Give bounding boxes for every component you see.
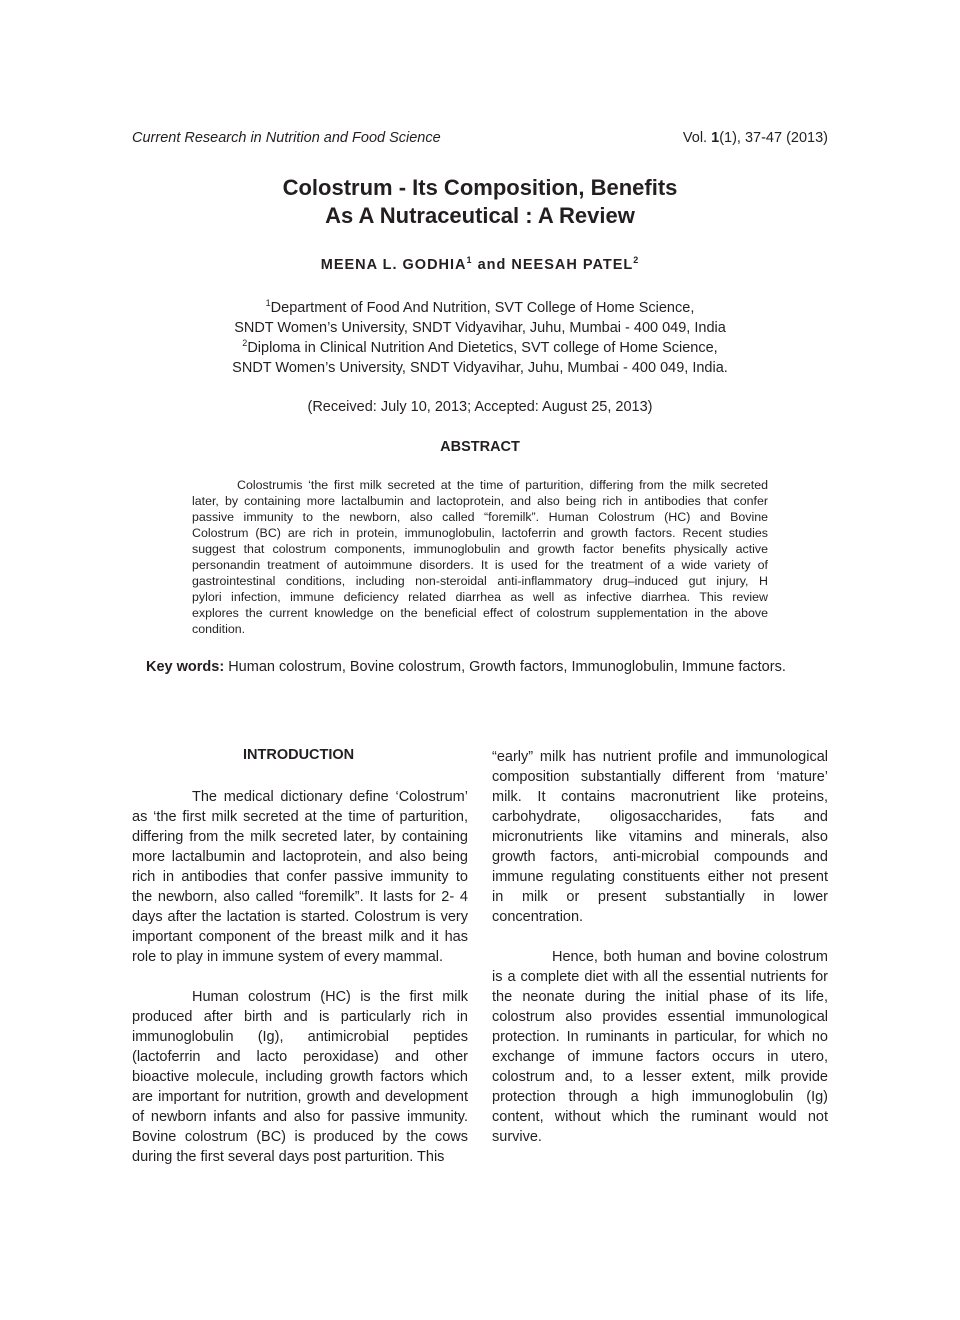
text-line: immune regulating constituents either not present bbox=[492, 869, 828, 885]
paragraph-gap bbox=[132, 967, 468, 987]
text-line: Hence, both human and bovine colostrum bbox=[552, 949, 828, 965]
author-2-sup: 2 bbox=[633, 255, 640, 265]
text-line: important component of the breast milk and it has bbox=[132, 929, 468, 945]
vol-number: 1 bbox=[711, 130, 720, 146]
title-line: Colostrum - Its Composition, Benefits bbox=[282, 175, 678, 200]
text-line: explores the current knowledge on the beneficial effect of colostrum supplementation in the above bbox=[192, 606, 768, 620]
received-dates: (Received: July 10, 2013; Accepted: August 25, 2013) bbox=[307, 399, 653, 415]
text-line: micronutrients like vitamins and minerals, also bbox=[492, 829, 828, 845]
text-line: role to play in immune system of every mammal. bbox=[132, 949, 444, 965]
text-line: growth factors, anti-microbial compounds and bbox=[492, 849, 828, 865]
vol-prefix: Vol. bbox=[682, 130, 712, 146]
affiliation-line bbox=[0, 298, 960, 318]
text-line: later, by containing more lactalbumin and lactoprotein, and also being rich in antibodies that confer bbox=[192, 494, 768, 508]
volume-info bbox=[683, 130, 828, 146]
affiliation-line bbox=[0, 318, 960, 338]
text-line: Human colostrum (HC) is the first milk bbox=[192, 989, 468, 1005]
left-column bbox=[132, 787, 468, 1167]
text-line: Colostrumis ‘the first milk secreted at the time of parturition, differing from the milk secreted bbox=[237, 478, 768, 492]
text-line: as ‘the first milk secreted at the time of parturition, bbox=[132, 809, 468, 825]
text-line: content, without which the ruminant would not bbox=[492, 1109, 828, 1125]
text-line: colostrum also provides essential immunological bbox=[492, 1009, 828, 1025]
paragraph bbox=[492, 747, 828, 927]
text-line: colostrum and, to a lesser extent, milk provide bbox=[492, 1069, 828, 1085]
text-line: differing from the milk secreted later, by containing bbox=[132, 829, 468, 845]
affil-text: SNDT Women’s University, SNDT Vidyavihar, Juhu, Mumbai - 400 049, India. bbox=[232, 360, 728, 376]
introduction-heading: INTRODUCTION bbox=[243, 747, 355, 763]
affiliation-line bbox=[0, 338, 960, 358]
journal-name: Current Research in Nutrition and Food Science bbox=[132, 130, 441, 146]
text-line: protection. In ruminants in particular, for which no bbox=[492, 1029, 828, 1045]
paragraph bbox=[132, 787, 468, 967]
text-line: of newborn infants and also for passive immunity. bbox=[132, 1109, 468, 1125]
abstract-heading: ABSTRACT bbox=[440, 439, 520, 455]
paragraph-gap bbox=[492, 927, 828, 947]
text-line: exchange of immune factors occurs in utero, bbox=[492, 1049, 828, 1065]
text-line: carbohydrate, oligosaccharides, fats and bbox=[492, 809, 828, 825]
text-line: personandin treatment of autoimmune disorders. It is used for the treatment of a wide variety of bbox=[192, 558, 768, 572]
author-2: NEESAH PATEL bbox=[511, 257, 634, 273]
text-line: The medical dictionary define ‘Colostrum’ bbox=[192, 789, 468, 805]
abstract-body bbox=[192, 477, 768, 637]
text-line: protection through a high immunoglobulin (Ig) bbox=[492, 1089, 828, 1105]
text-line: produced after birth and is particularly rich in bbox=[132, 1009, 468, 1025]
affil-sup: 1 bbox=[265, 298, 271, 308]
text-line: rich in antibodies that confer passive immunity to bbox=[132, 869, 468, 885]
text-line: is a complete diet with all the essential nutrients for bbox=[492, 969, 828, 985]
text-line: more lactalbumin and lactoprotein, and also being bbox=[132, 849, 468, 865]
author-1-sup: 1 bbox=[466, 255, 473, 265]
affil-text: Department of Food And Nutrition, SVT College of Home Science, bbox=[270, 300, 695, 316]
authors bbox=[0, 257, 960, 273]
text-line: milk. It contains macronutrient like proteins, bbox=[492, 789, 828, 805]
text-line: “early” milk has nutrient profile and immunological bbox=[492, 749, 828, 765]
text-line: gastrointestinal conditions, including non-steroidal anti-inflammatory drug–induced gut injury, H bbox=[192, 574, 768, 588]
authors-and: and bbox=[472, 257, 512, 273]
text-line: (lactoferrin and lacto peroxidase) and other bbox=[132, 1049, 468, 1065]
text-line: immunoglobulin (Ig), antimicrobial peptides bbox=[132, 1029, 468, 1045]
paragraph bbox=[492, 947, 828, 1147]
text-line: bioactive molecule, including growth factors which bbox=[132, 1069, 468, 1085]
text-line: survive. bbox=[492, 1129, 542, 1145]
text-line: Colostrum (BC) are rich in protein, immunoglobulin, lactoferrin and growth factors. Recent studies bbox=[192, 526, 768, 540]
text-line: the neonate during the initial phase of its life, bbox=[492, 989, 828, 1005]
keywords bbox=[146, 659, 786, 675]
right-column bbox=[492, 747, 828, 1147]
text-line: condition. bbox=[192, 622, 246, 636]
keywords-text: Human colostrum, Bovine colostrum, Growth factors, Immunoglobulin, Immune factors. bbox=[224, 659, 786, 675]
text-line: days after the lactation is started. Colostrum is very bbox=[132, 909, 468, 925]
affiliation-line bbox=[0, 358, 960, 378]
text-line: pylori infection, immune deficiency related diarrhea as well as infective diarrhea. This review bbox=[192, 590, 768, 604]
text-line: Bovine colostrum (BC) is produced by the cows bbox=[132, 1129, 468, 1145]
affil-sup: 2 bbox=[242, 338, 248, 348]
text-line: are important for nutrition, growth and development bbox=[132, 1089, 468, 1105]
paragraph bbox=[192, 477, 768, 637]
text-line: composition substantially different from ‘mature’ bbox=[492, 769, 828, 785]
affiliations bbox=[0, 298, 960, 378]
title-line: As A Nutraceutical : A Review bbox=[325, 203, 635, 228]
text-line: the newborn, also called “foremilk”. It lasts for 2- 4 bbox=[132, 889, 468, 905]
author-1: MEENA L. GODHIA bbox=[320, 257, 467, 273]
paper-title bbox=[0, 174, 960, 230]
text-line: in milk or present substantially in lower bbox=[492, 889, 828, 905]
paragraph bbox=[132, 987, 468, 1167]
text-line: during the first several days post parturition. This bbox=[132, 1149, 445, 1165]
vol-rest: (1), 37-47 (2013) bbox=[719, 130, 828, 146]
keywords-label: Key words: bbox=[146, 659, 225, 675]
text-line: suggest that colostrum components, immunoglobulin and growth factor benefits physically active bbox=[192, 542, 768, 556]
affil-text: SNDT Women’s University, SNDT Vidyavihar, Juhu, Mumbai - 400 049, India bbox=[234, 320, 726, 336]
text-line: passive immunity to the newborn, also called “foremilk”. Human Colostrum (HC) and Bovine bbox=[192, 510, 768, 524]
text-line: concentration. bbox=[492, 909, 584, 925]
affil-text: Diploma in Clinical Nutrition And Dietetics, SVT college of Home Science, bbox=[247, 340, 718, 356]
